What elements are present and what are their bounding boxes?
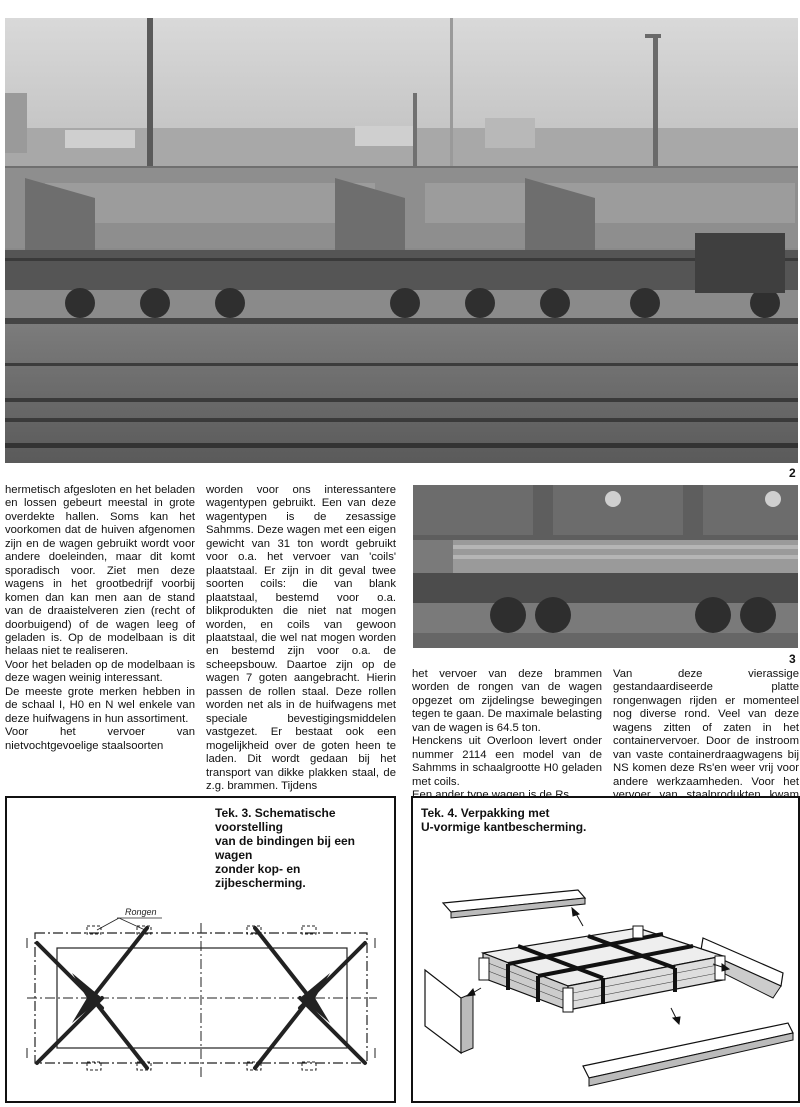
- paragraph: worden voor ons interessantere wagentypen gebruikt. Een van deze wagentypen is de zesassige Sahmms. Deze wagen met een eigen gewicht van 31 ton wordt gebruikt voor o.a. het vervoer van 'coils' plaatstaal. Er zijn in dit geval twee soorten coils: die van blank plaatstaal, bestemd voor o.a. blikprodukten die niet nat mogen worden, en coils van gewoon plaatstaal, die wel nat mogen worden en bestemd zijn voor o.a. de scheepsbouw. Daartoe zijn op de wagen 7 goten aangebracht. Hierin passen de rollen staal. Deze rollen worden net als in de huifwagens met speciale bevestigingsmiddelen vastgezet. Er bestaat ook een mogelijkheid over de goten heen te laden. Dit wordt gedaan bij het transport van dikke plakken staal, de z.g. brammen. Tijdens: [206, 484, 396, 792]
- title-line: van de bindingen bij een wagen: [215, 834, 356, 862]
- paragraph: Henckens uit Overloon levert onder nummer 2114 een model van de Sahmms in schaalgrootte H0 geladen met coils.: [412, 735, 602, 788]
- text-column-3: [412, 668, 602, 803]
- paragraph: Voor het vervoer van nietvochtgevoelige staalsoorten: [5, 726, 195, 752]
- photo-flat-wagons-yard: [5, 18, 798, 463]
- paragraph: Van deze vierassige gestandaardiseerde platte rongenwagen rijden er momenteel nog diverse rond. Veel van deze wagens zitten of zaten in het containervervoer. Door de instroom van vaste containerdraagwagens bij NS komen deze Rs'en weer vrij voor andere werkzaamheden. Voor het: [613, 668, 799, 788]
- diagram-tek-3: [5, 796, 396, 1103]
- text-column-1: [5, 484, 195, 753]
- rongen-label: Rongen: [125, 907, 157, 917]
- diagram-tek-4: [411, 796, 800, 1103]
- title-line: zonder kop- en zijbescherming.: [215, 862, 306, 890]
- packaging-drawing: [413, 798, 798, 1101]
- photo-slabs-on-wagon: [413, 485, 798, 648]
- paragraph: het vervoer van deze brammen worden de rongen van de wagen opgezet om zijdelingse bewegingen tegen te gaan. De maximale belasting van de wagen is 64.5 ton.: [412, 668, 602, 734]
- figure-number-3: 3: [789, 652, 796, 666]
- figure-number-2: 2: [789, 466, 796, 480]
- text-column-2: [206, 484, 396, 793]
- paragraph: De meeste grote merken hebben in de schaal I, H0 en N wel enkele van deze huifwagens in hun assortiment.: [5, 685, 195, 725]
- title-line: U-vormige kantbescherming.: [421, 820, 587, 834]
- title-line: Tek. 3. Schematische voorstelling: [215, 806, 336, 834]
- title-line: Tek. 4. Verpakking met: [421, 806, 550, 820]
- paragraph: hermetisch afgesloten en het beladen en lossen gebeurt meestal in grote overdekte hallen. Soms kan het voorkomen dat de huiven afgenomen zijn en de wagen gebruikt wordt voor andere doeleinden, maar dit komt sporadisch voor. Ziet men deze wagens in het grootbedrijf voorbij komen dan kan men aan de stand van de draaistelveren zien (recht of doorbuigend) of de wagen leeg of geladen is. Op de modelbaan is dit helaas niet te realiseren.: [5, 484, 195, 658]
- paragraph: Voor het beladen op de modelbaan is deze wagen weinig interessant.: [5, 658, 195, 685]
- binding-scheme-drawing: [7, 798, 394, 1101]
- text-column-4: [613, 668, 799, 816]
